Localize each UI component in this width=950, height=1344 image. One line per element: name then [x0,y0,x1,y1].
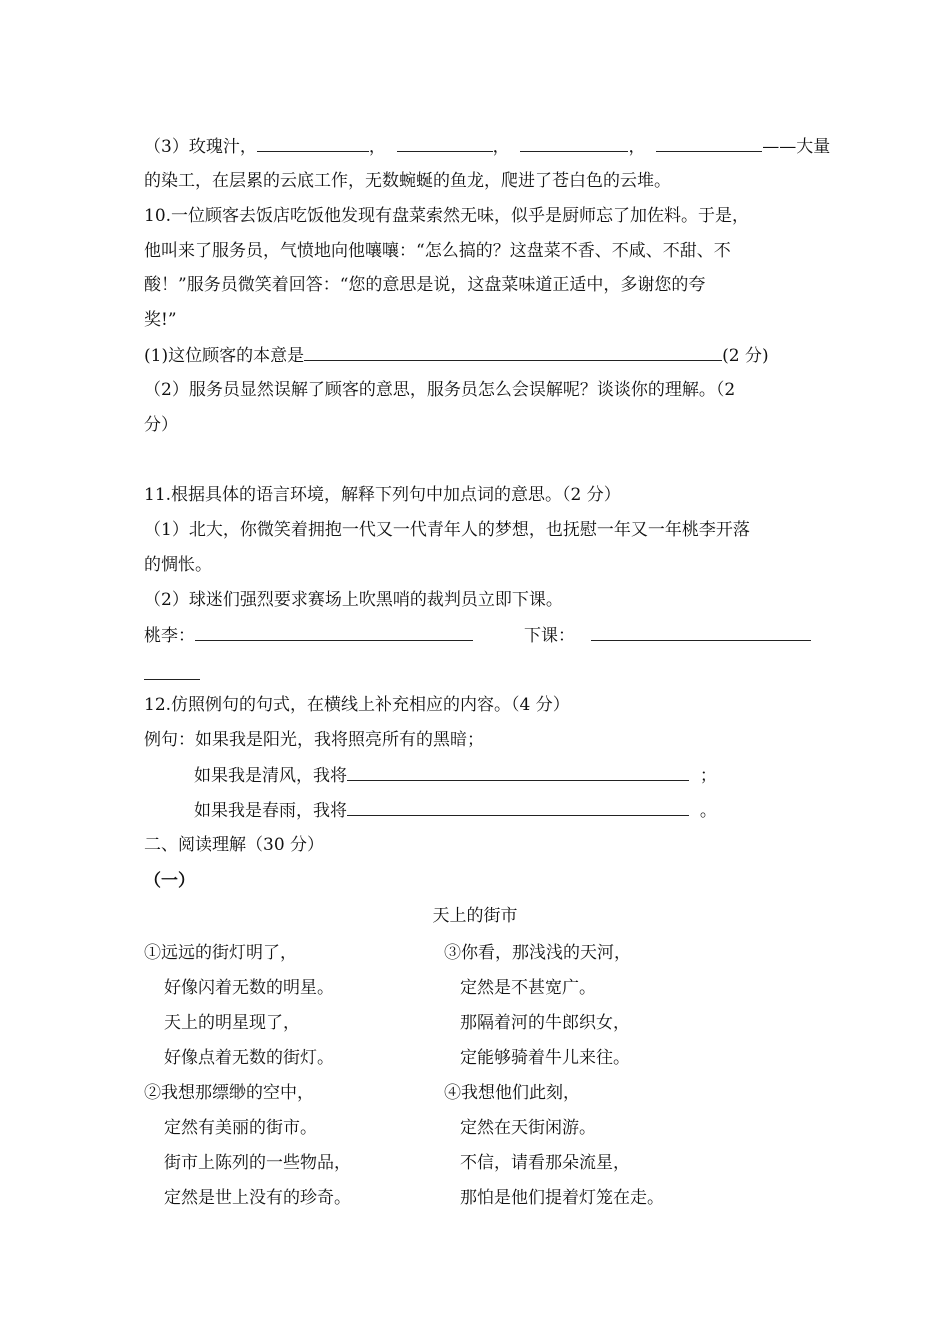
poem-right-line: 不信，请看那朵流星， [460,1153,630,1173]
q11-answer-xiake [524,624,811,647]
q10-sub2-line2: 分） [144,415,178,435]
q12-line2-end: 。 [699,801,717,821]
q12-line1-prompt: 如果我是清风，我将 [194,766,347,786]
q11-title: 11.根据具体的语言环境，解释下列句中加点词的意思。（2 分） [144,485,621,505]
xiake-label: 下课： [524,626,575,646]
q11-sub1-line1: （1）北大，你微笑着拥抱一代又一代青年人的梦想，也抚慰一年又一年桃李开落 [144,520,750,540]
answer-blank-xiake[interactable] [591,624,811,641]
q11-sub1-line2: 的惆怅。 [144,555,212,575]
poem-right-line: ④我想他们此刻， [444,1083,580,1103]
q12-title: 12.仿照例句的句式，在横线上补充相应的内容。（4 分） [144,695,570,715]
answer-blank-q12-1[interactable] [347,764,689,781]
q9-3-sep: ， [628,137,646,157]
q12-line1-end: ； [699,766,717,786]
q10-sub1-prompt: (1)这位顾客的本意是 [144,346,305,366]
poem-left-line: 天上的明星现了， [164,1013,300,1033]
q9-3-line2: 的染工，在层累的云底工作，无数蜿蜒的鱼龙，爬进了苍白色的云堆。 [144,171,671,191]
taoli-label: 桃李： [144,626,195,646]
q10-line: 10.一位顾客去饭店吃饭他发现有盘菜索然无味，似乎是厨师忘了加佐料。于是， [144,206,750,226]
answer-blank-1[interactable] [257,135,369,152]
q9-3-sep: ， [492,137,510,157]
q12-line1 [194,764,717,787]
q10-sub1-score: (2 分) [722,346,769,366]
q10-line: 他叫来了服务员，气愤地向他嚷嚷：“怎么搞的？这盘菜不香、不咸、不甜、不 [144,241,731,261]
answer-blank-q12-2[interactable] [347,799,689,816]
poem-right-line: 那隔着河的牛郎织女， [460,1013,630,1033]
q11-sub2: （2）球迷们强烈要求赛场上吹黑哨的裁判员立即下课。 [144,590,563,610]
poem-left-line: 定然是世上没有的珍奇。 [164,1188,351,1208]
poem-left-line: 定然有美丽的街市。 [164,1118,317,1138]
poem-left-line: ②我想那缥缈的空中， [144,1083,314,1103]
q9-3-suffix: ——大量 [762,137,831,157]
q10-sub2-line1: （2）服务员显然误解了顾客的意思，服务员怎么会误解呢？谈谈你的理解。（2 [144,380,736,400]
poem-right-line: 那怕是他们提着灯笼在走。 [460,1188,664,1208]
poem-right-line: 定然在天街闲游。 [460,1118,596,1138]
q9-3-sep: ， [368,137,386,157]
q11-answers [144,624,473,647]
poem-left-line: 街市上陈列的一些物品， [164,1153,351,1173]
poem-left-line: 好像点着无数的街灯。 [164,1048,334,1068]
poem-right-line: 定能够骑着牛儿来往。 [460,1048,630,1068]
answer-blank-3[interactable] [520,135,628,152]
q10-line: 酸！”服务员微笑着回答：“您的意思是说，这盘菜味道正适中，多谢您的夸 [144,275,706,295]
answer-blank-taoli[interactable] [195,624,473,641]
q12-line2-prompt: 如果我是春雨，我将 [194,801,347,821]
q9-3-line1 [144,135,830,158]
q10-line: 奖!” [144,310,177,330]
poem-title: 天上的街市 [432,906,518,926]
answer-blank-xiake-continued[interactable] [144,679,200,680]
answer-blank-q10-1[interactable] [304,344,722,361]
answer-blank-2[interactable] [397,135,493,152]
poem-right-line: 定然是不甚宽广。 [460,978,596,998]
answer-blank-4[interactable] [656,135,762,152]
section2-part1: （一） [144,871,195,891]
q12-example: 例句：如果我是阳光，我将照亮所有的黑暗； [144,730,484,750]
q12-line2 [194,799,717,822]
poem-left-line: ①远远的街灯明了， [144,943,297,963]
q10-sub1 [144,344,769,367]
poem-right-line: ③你看，那浅浅的天河， [444,943,631,963]
section2-heading: 二、阅读理解（30 分） [144,835,325,855]
poem-left-line: 好像闪着无数的明星。 [164,978,334,998]
q9-3-prefix: （3）玫瑰汁， [144,137,257,157]
